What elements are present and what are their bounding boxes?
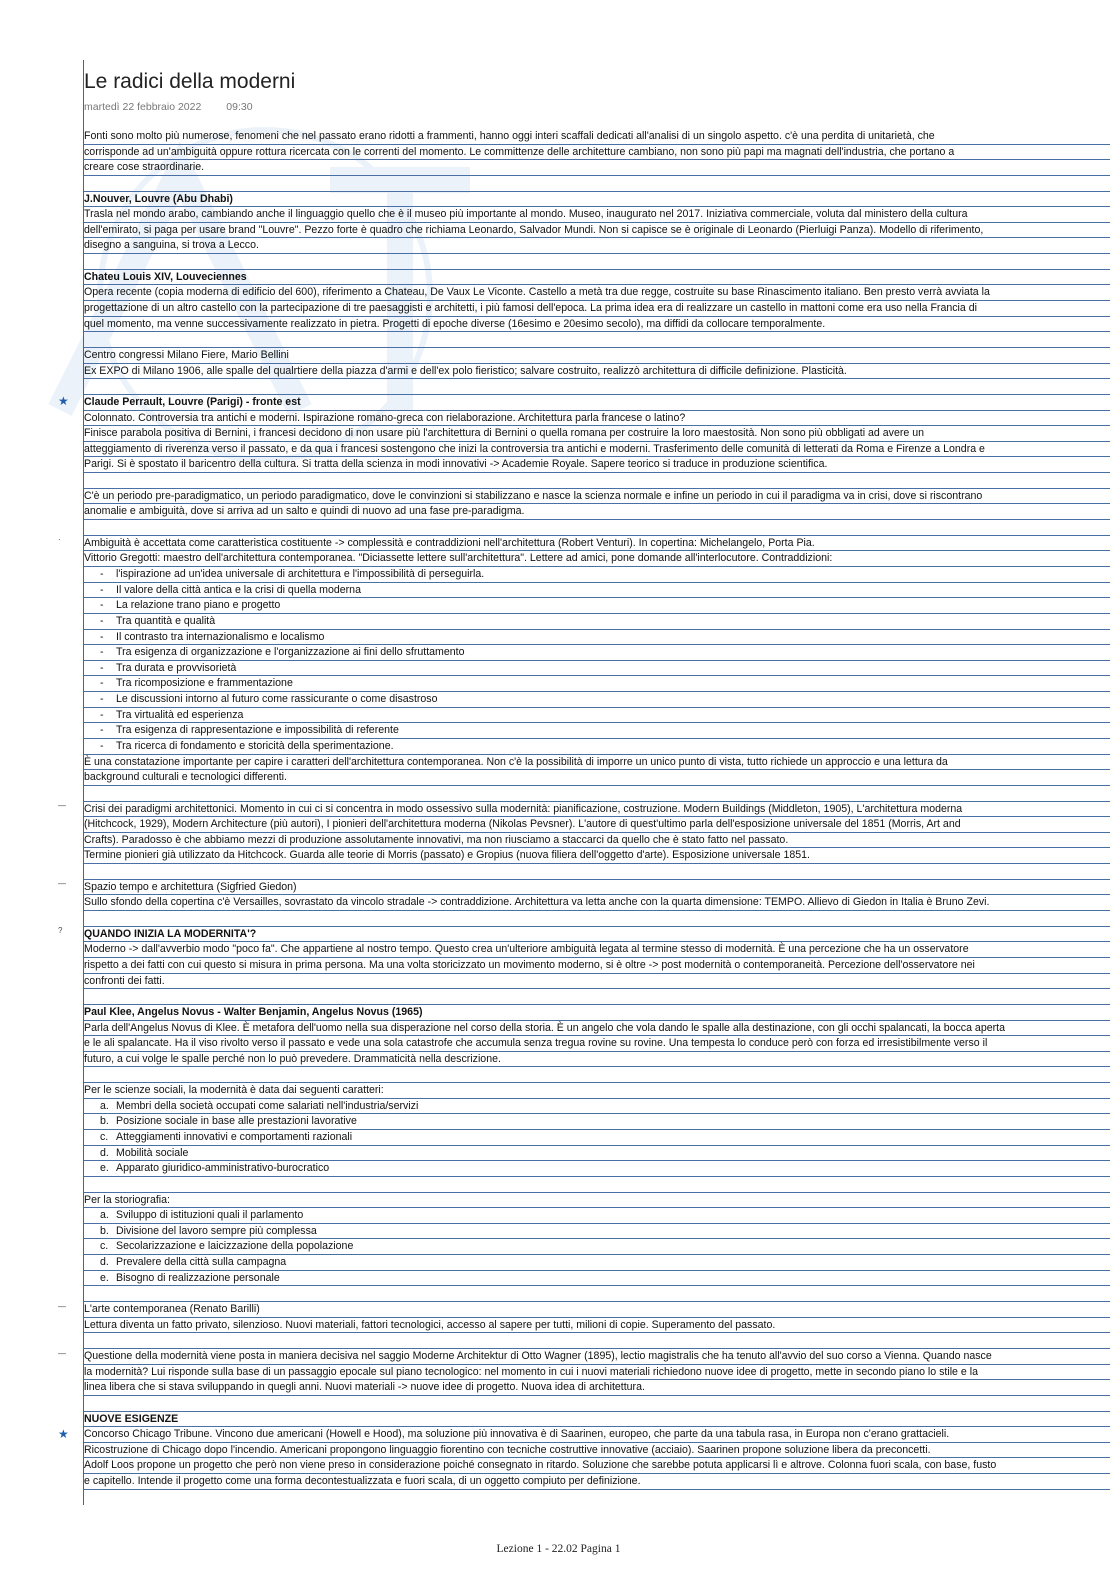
line-text: Sullo sfondo della copertina c'è Versailles, sovrastato da vincolo stradale -> contraddizione. Architettura va letta anche con la quarta dimensione: TEMPO. Allievo di Giedon in Italia è Bruno Zevi.: [84, 896, 990, 909]
text-line: [84, 504, 1110, 520]
line-text: Finisce parabola positiva di Bernini, i francesi decidono di non usare più l'architettura di Bernini o quella romana per costruire la loro maestosità. Non sono più obbligati ad avere un: [84, 427, 924, 440]
text-line: [84, 817, 1110, 833]
line-text: e le ali spalancate. Ha il viso rivolto verso il passato e vede una sola catastrofe che accumula senza tregua rovine su rovine. Una tempesta lo conduce però con forza ed irresistibilmente verso il: [84, 1037, 988, 1050]
line-text: Vittorio Gregotti: maestro dell'architettura contemporanea. "Diciassette lettere sull'architettura". Lettere ad amici, pone domande all'interlocutore. Contraddizioni:: [84, 552, 833, 565]
list-item: [84, 1255, 1110, 1271]
list-marker: -: [100, 567, 104, 580]
line-text: Per la storiografia:: [84, 1193, 170, 1206]
list-item: [84, 1114, 1110, 1130]
list-marker: -: [100, 708, 104, 721]
line-text: L'arte contemporanea (Renato Barilli): [84, 1303, 260, 1316]
line-text: J.Nouver, Louvre (Abu Dhabi): [84, 192, 233, 205]
line-text: Ex EXPO di Milano 1906, alle spalle del qualrtiere della piazza d'armi e dell'ex polo fieristico; salvare costruito, realizzò architettura di difficile definizione. Plasticità.: [84, 364, 847, 377]
line-text: Apparato giuridico-amministrativo-burocratico: [116, 1162, 330, 1175]
text-line: [84, 1036, 1110, 1052]
line-text: Atteggiamenti innovativi e comportamenti razionali: [116, 1131, 353, 1143]
line-text: Colonnato. Controversia tra antichi e moderni. Ispirazione romano-greca con rielaborazione. Architettura parla francese o latino?: [84, 411, 686, 424]
line-text: Questione della modernità viene posta in maniera decisiva nel saggio Moderne Architektur di Otto Wagner (1895), lectio magistralis che ha tenuto all'avvio del suo corso a Vienna. Quando nasce: [84, 1349, 992, 1362]
text-line: [84, 864, 1110, 880]
line-text: Trasla nel mondo arabo, cambiando anche il linguaggio quello che è il museo più importante al mondo. Museo, inaugurato nel 2017. Iniziativa commerciale, voluta dal ministero della cultura: [84, 208, 968, 221]
line-text: Le discussioni intorno al futuro come rassicurante o come disastroso: [116, 693, 438, 706]
line-text: Per le scienze sociali, la modernità è data dai seguenti caratteri:: [84, 1084, 384, 1097]
text-line: [84, 911, 1110, 927]
list-item: [84, 739, 1110, 755]
list-item: [84, 708, 1110, 724]
line-text: Divisione del lavoro sempre più complessa: [116, 1224, 317, 1237]
text-line: [84, 1286, 1110, 1302]
line-text: Sviluppo di istituzioni quali il parlamento: [116, 1209, 304, 1222]
list-item: [84, 645, 1110, 661]
list-item: [84, 1239, 1110, 1255]
list-item: [84, 630, 1110, 646]
line-text: rispetto a dei fatti con cui questo si misura in prima persona. Ma una volta storicizzato un movimento moderno, si è oltre -> post modernità o contemporaneità. Percezione dell'osservatore nei: [84, 958, 975, 971]
date-text: martedì 22 febbraio 2022: [84, 101, 202, 113]
line-text: (Hitchcock, 1929), Modern Architecture (più autori), I pionieri dell'architettura moderna (Nikolas Pevsner). L'autore di quest'ultimo parla dell'esposizione universale del 1851 (Morris, Art and: [84, 818, 961, 831]
list-marker: d.: [100, 1146, 109, 1159]
line-text: anomalie e ambiguità, dove si arriva ad un salto e quindi di nuovo ad una fase pre-paradigma.: [84, 505, 525, 518]
line-text: Chateu Louis XIV, Louveciennes: [84, 270, 247, 283]
text-line: [84, 1052, 1110, 1068]
list-marker: -: [100, 583, 104, 596]
text-line: [84, 254, 1110, 270]
note-tag-icon: ?: [58, 926, 62, 936]
line-text: Il valore della città antica e la crisi di quella moderna: [116, 583, 361, 596]
list-marker: d.: [100, 1256, 109, 1269]
list-item: [84, 723, 1110, 739]
list-item: [84, 598, 1110, 614]
line-text: e capitello. Intende il progetto come una forma decontestualizzata e fuori scala, di un oggetto compiuto per definizione.: [84, 1475, 641, 1488]
line-text: NUOVE ESIGENZE: [84, 1412, 179, 1425]
line-text: dell'emirato, si paga per usare brand "Louvre". Pezzo forte è quadro che richiama Leonardo, Salvador Mundi. Non si capisce se è originale di Leonardo (Pierluigi Panza). Modello di riferimento,: [84, 223, 984, 236]
line-text: atteggiamento di riverenza verso il passato, e da qua i francesi sostengono che inizi la controversia tra antichi e moderni. Trasferimento delle comunità di letterati da Roma e Firenze a Londra e: [84, 442, 985, 455]
text-line: [84, 520, 1110, 536]
list-marker: b.: [100, 1224, 109, 1237]
line-text: Spazio tempo e architettura (Sigfried Giedon): [84, 880, 297, 893]
text-line: [84, 755, 1110, 771]
text-line: [84, 1412, 1110, 1428]
time-text: 09:30: [226, 101, 253, 113]
text-line: [84, 1193, 1110, 1209]
line-text: Moderno -> dall'avverbio modo "poco fa". Che appartiene al nostro tempo. Questo crea un'ulteriore ambiguità legata al termine stesso di modernità. È una percezione che ha un osservatore: [84, 943, 969, 956]
text-line: [84, 411, 1110, 427]
line-text: Tra quantità e qualità: [116, 614, 216, 627]
line-text: Tra esigenza di rappresentazione e impossibilità di referente: [116, 724, 399, 737]
text-line: [84, 160, 1110, 176]
text-line: [84, 301, 1110, 317]
list-marker: a.: [100, 1209, 109, 1222]
text-line: [84, 958, 1110, 974]
text-line: [84, 238, 1110, 254]
line-text: corrisponde ad un'ambiguità oppure rottura ricercata con le correnti del momento. Le committenze delle architetture cambiano, non sono più papi ma magnati dell'industria, che portano a: [84, 145, 955, 158]
line-text: la modernità? Lui risponde sulla base di un passaggio epocale sul piano tecnologico: nel momento in cui i nuovi materiali richiedono nuove idee di progetto, mette in secondo piano lo stile e la: [84, 1365, 978, 1378]
text-line: [84, 1365, 1110, 1381]
list-item: [84, 1208, 1110, 1224]
list-marker: -: [100, 661, 104, 674]
line-text: C'è un periodo pre-paradigmatico, un periodo paradigmatico, dove le convinzioni si stabilizzano e nasce la scienza normale e infine un periodo in cui il paradigma va in crisi, dove si riscontrano: [84, 489, 983, 502]
text-line: [84, 442, 1110, 458]
note-tag-icon: ––: [58, 1348, 65, 1358]
text-line: [84, 192, 1110, 208]
list-marker: -: [100, 739, 104, 752]
line-text: Paul Klee, Angelus Novus - Walter Benjamin, Angelus Novus (1965): [84, 1005, 423, 1018]
line-text: disegno a sanguina, si trova a Lecco.: [84, 239, 259, 252]
line-text: Crisi dei paradigmi architettonici. Momento in cui ci si concentra in modo ossessivo sulla modernità: pianificazione, costruzione. Modern Buildings (Middleton, 1905), L'architettura moderna: [84, 802, 963, 815]
text-line: [84, 1427, 1110, 1443]
line-text: Fonti sono molto più numerose, fenomeni che nel passato erano ridotti a frammenti, hanno oggi interi scaffali dedicati all'analisi di un singolo aspetto. c'è una perdita di unitarietà, che: [84, 130, 935, 142]
line-text: La relazione trano piano e progetto: [116, 599, 281, 612]
text-line: [84, 285, 1110, 301]
text-line: [84, 1474, 1110, 1490]
note-tag-icon: ––: [58, 1301, 65, 1311]
line-text: Tra durata e provvisorietà: [116, 661, 237, 674]
text-line: [84, 489, 1110, 505]
line-text: confronti dei fatti.: [84, 974, 165, 987]
text-line: [84, 395, 1110, 411]
line-text: background culturali e tecnologici differenti.: [84, 771, 287, 784]
list-marker: e.: [100, 1271, 109, 1284]
note-tag-icon: ·: [58, 534, 60, 544]
text-line: [84, 927, 1110, 943]
line-text: Ambiguità è accettata come caratteristica costituente -> complessità e contraddizioni nell'architettura (Robert Venturi). In copertina: Michelangelo, Porta Pia.: [84, 536, 815, 549]
line-text: Tra virtualità ed esperienza: [116, 708, 244, 721]
text-line: [84, 223, 1110, 239]
list-marker: -: [100, 599, 104, 612]
text-line: [84, 145, 1110, 161]
line-text: quel momento, ma venne successivamente realizzato in pietra. Progetti di epoche diverse (16esimo e 20esimo secolo), ma diffidi da collocare temporalmente.: [84, 317, 826, 330]
list-marker: -: [100, 646, 104, 659]
text-line: [84, 974, 1110, 990]
page-title: Le radici della moderni: [84, 70, 296, 93]
list-item: [84, 1146, 1110, 1162]
text-line: [84, 1021, 1110, 1037]
line-text: Membri della società occupati come salariati nell'industria/servizi: [116, 1099, 419, 1112]
text-line: [84, 989, 1110, 1005]
line-text: Secolarizzazione e laicizzazione della popolazione: [116, 1240, 354, 1253]
text-line: [84, 426, 1110, 442]
line-text: Il contrasto tra internazionalismo e localismo: [116, 630, 325, 643]
list-marker: -: [100, 693, 104, 706]
list-item: [84, 1130, 1110, 1146]
line-text: Centro congressi Milano Fiere, Mario Bellini: [84, 348, 289, 361]
line-text: Tra esigenza di organizzazione e l'organizzazione ai fini dello sfruttamento: [116, 646, 465, 659]
line-text: Concorso Chicago Tribune. Vincono due americani (Howell e Hood), ma soluzione più innovativa è di Saarinen, europeo, che parte da una tabula rasa, in Europa non c'erano grattacieli.: [84, 1428, 950, 1441]
text-line: [84, 1177, 1110, 1193]
line-text: QUANDO INIZIA LA MODERNITA'?: [84, 927, 257, 940]
line-text: Parla dell'Angelus Novus di Klee. È metafora dell'uomo nella sua disperazione nel corso della storia. È un angelo che vola dando le spalle alla destinazione, con gli occhi spalancati, la bocca aperta: [84, 1021, 1005, 1034]
text-line: [84, 942, 1110, 958]
list-marker: c.: [100, 1131, 109, 1143]
line-text: Posizione sociale in base alle prestazioni lavorative: [116, 1115, 357, 1128]
text-line: [84, 551, 1110, 567]
page-date: [84, 101, 275, 113]
text-line: [84, 1458, 1110, 1474]
text-line: [84, 1396, 1110, 1412]
note-tag-icon: ––: [58, 800, 65, 810]
text-line: [84, 1349, 1110, 1365]
list-item: [84, 1271, 1110, 1287]
line-text: progettazione di un altro castello con la partecipazione di tre paesaggisti e architetti, i più famosi dell'epoca. La prima idea era di realizzare un castello in mattoni come era uso nella Francia di: [84, 302, 977, 315]
note-body: [84, 129, 1110, 1490]
text-line: [84, 364, 1110, 380]
list-marker: a.: [100, 1099, 109, 1112]
text-line: [84, 457, 1110, 473]
text-line: [84, 536, 1110, 552]
text-line: [84, 129, 1110, 145]
text-line: [84, 379, 1110, 395]
line-text: creare cose straordinarie.: [84, 161, 205, 174]
line-text: Opera recente (copia moderna di edificio del 600), riferimento a Chateau, De Vaux Le Viconte. Castello a metà tra due regge, costruite su base Rinascimento italiano. Ben presto verrà avviata la: [84, 286, 990, 299]
line-text: Termine pionieri già utilizzato da Hitchcock. Guarda alle teorie di Morris (passato) e Gropius (nuova filiera dell'oggetto d'arte). Esposizione universale 1851.: [84, 849, 810, 862]
list-marker: -: [100, 677, 104, 690]
star-tag-icon: ★: [58, 394, 69, 409]
list-item: [84, 1161, 1110, 1177]
text-line: [84, 348, 1110, 364]
text-line: [84, 833, 1110, 849]
text-line: [84, 786, 1110, 802]
list-item: [84, 567, 1110, 583]
list-marker: b.: [100, 1115, 109, 1128]
line-text: Ricostruzione di Chicago dopo l'incendio. Americani propongono linguaggio fiorentino con tecniche costruttive innovative (acciaio). Saarinen propone soluzione libera da preconcetti.: [84, 1443, 931, 1456]
text-line: [84, 1380, 1110, 1396]
text-line: [84, 1333, 1110, 1349]
list-item: [84, 583, 1110, 599]
star-tag-icon: ★: [58, 1426, 69, 1441]
text-line: [84, 770, 1110, 786]
line-text: Claude Perrault, Louvre (Parigi) - fronte est: [84, 395, 301, 408]
text-line: [84, 802, 1110, 818]
line-text: Lettura diventa un fatto privato, silenzioso. Nuovi materiali, fattori tecnologici, accesso al sapere per tutti, milioni di copie. Superamento del passato.: [84, 1318, 776, 1331]
text-line: [84, 473, 1110, 489]
text-line: [84, 317, 1110, 333]
line-text: Tra ricomposizione e frammentazione: [116, 677, 293, 690]
list-marker: e.: [100, 1162, 109, 1175]
list-item: [84, 676, 1110, 692]
list-item: [84, 614, 1110, 630]
list-marker: -: [100, 614, 104, 627]
line-text: Adolf Loos propone un progetto che però non viene preso in considerazione poiché consegnato in ritardo. Soluzione che sarebbe potuta applicarsi lì e altrove. Colonna fuori scala, con base, fusto: [84, 1459, 997, 1472]
line-text: Tra ricerca di fondamento e storicità della sperimentazione.: [116, 739, 394, 752]
line-text: Prevalere della città sulla campagna: [116, 1256, 287, 1269]
text-line: [84, 895, 1110, 911]
line-text: l'ispirazione ad un'idea universale di architettura e l'impossibilità di perseguirla.: [116, 567, 485, 580]
text-line: [84, 176, 1110, 192]
text-line: [84, 1318, 1110, 1334]
text-line: [84, 1067, 1110, 1083]
text-line: [84, 1005, 1110, 1021]
list-marker: -: [100, 630, 104, 643]
list-item: [84, 1099, 1110, 1115]
line-text: linea libera che si stava sviluppando in quegli anni. Nuovi materiali -> nuove idee di progetto. Nuova idea di architettura.: [84, 1381, 645, 1394]
note-tag-icon: ––: [58, 879, 65, 889]
text-line: [84, 1302, 1110, 1318]
list-marker: -: [100, 724, 104, 737]
list-marker: c.: [100, 1240, 109, 1253]
text-line: [84, 848, 1110, 864]
line-text: È una constatazione importante per capire i caratteri dell'architettura contemporanea. Non c'è la possibilità di imporre un unico punto di vista, tutto richiede un approccio e una lettura da: [84, 755, 948, 768]
line-text: Mobilità sociale: [116, 1146, 189, 1159]
list-item: [84, 1224, 1110, 1240]
page-footer: Lezione 1 - 22.02 Pagina 1: [496, 1543, 621, 1555]
list-item: [84, 692, 1110, 708]
line-text: Parigi. Si è spostato il baricentro della cultura. Si tratta della scienza in modi innovativi -> Academie Royale. Sapere teorico si traduce in produzione scientifica.: [84, 458, 828, 471]
text-line: [84, 1083, 1110, 1099]
text-line: [84, 1443, 1110, 1459]
text-line: [84, 207, 1110, 223]
line-text: Bisogno di realizzazione personale: [116, 1271, 280, 1284]
text-line: [84, 270, 1110, 286]
line-text: Crafts). Paradosso è che abbiamo mezzi di produzione assolutamente innovativi, ma non riusciamo a staccarci da quello che è stato fatto nel passato.: [84, 833, 789, 846]
text-line: [84, 880, 1110, 896]
list-item: [84, 661, 1110, 677]
line-text: futuro, a cui volge le spalle perché non lo può prevedere. Drammaticità nella descrizione.: [84, 1052, 501, 1065]
text-line: [84, 332, 1110, 348]
